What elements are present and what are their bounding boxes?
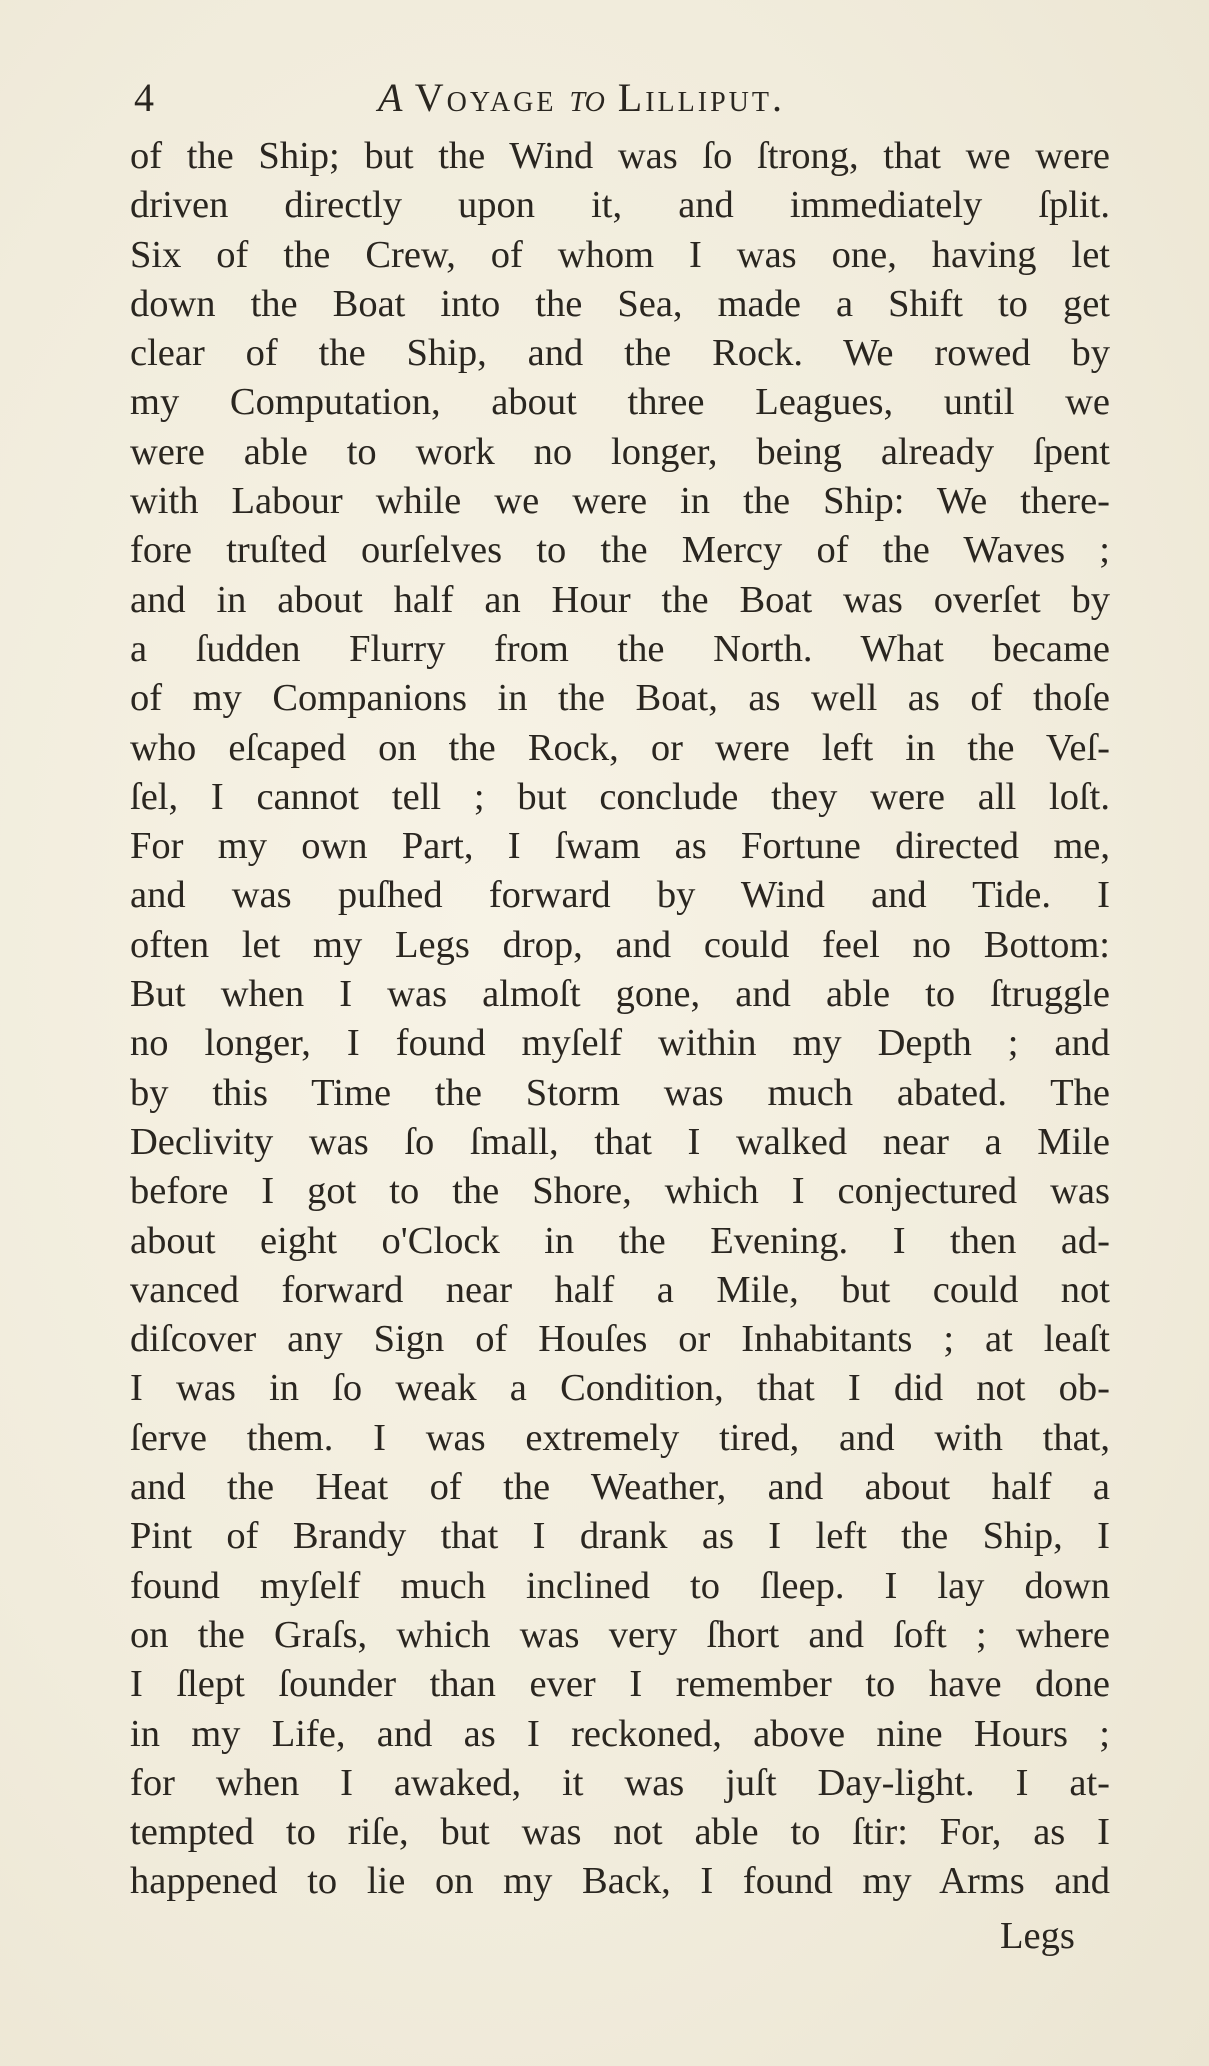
text-line: ſerve them. I was extremely tired, and with that, xyxy=(130,1416,1110,1459)
text-line: my Computation, about three Leagues, until we xyxy=(130,381,1110,424)
text-line: Pint of Brandy that I drank as I left the Ship, I xyxy=(130,1515,1110,1558)
text-line: clear of the Ship, and the Rock. We rowed by xyxy=(130,332,1110,375)
text-line: ſel, I cannot tell ; but conclude they were all loſt. xyxy=(130,775,1110,818)
running-title xyxy=(378,68,785,128)
text-line: tempted to riſe, but was not able to ſtir: For, as I xyxy=(130,1811,1110,1854)
text-line: with Labour while we were in the Ship: We there- xyxy=(130,480,1110,523)
text-line: on the Graſs, which was very ſhort and ſoft ; where xyxy=(130,1613,1110,1656)
text-line: found myſelf much inclined to ſleep. I lay down xyxy=(130,1564,1110,1607)
text-line: and in about half an Hour the Boat was overſet by xyxy=(130,578,1110,621)
text-line: I was in ſo weak a Condition, that I did not ob- xyxy=(130,1367,1110,1410)
text-line: For my own Part, I ſwam as Fortune directed me, xyxy=(130,825,1110,868)
running-title-article: A xyxy=(378,75,403,120)
body-text xyxy=(130,132,1120,1907)
text-line: driven directly upon it, and immediately ſplit. xyxy=(130,184,1110,227)
text-line: for when I awaked, it was juſt Day-light. I at- xyxy=(130,1761,1110,1804)
text-line: fore truſted ourſelves to the Mercy of the Waves ; xyxy=(130,529,1110,572)
text-line: happened to lie on my Back, I found my Arms and xyxy=(130,1860,1110,1903)
running-title-voyage: Voyage xyxy=(414,75,557,120)
running-title-lilliput: Lilliput. xyxy=(617,75,785,120)
text-line: diſcover any Sign of Houſes or Inhabitants ; at leaſt xyxy=(130,1318,1110,1361)
text-line: about eight o'Clock in the Evening. I then ad- xyxy=(130,1219,1110,1262)
text-line: and was puſhed forward by Wind and Tide. I xyxy=(130,874,1110,917)
text-line: no longer, I found myſelf within my Depth ; and xyxy=(130,1022,1110,1065)
text-line: a ſudden Flurry from the North. What became xyxy=(130,627,1110,670)
text-line: by this Time the Storm was much abated. The xyxy=(130,1071,1110,1114)
text-line: were able to work no longer, being already ſpent xyxy=(130,430,1110,473)
page-number: 4 xyxy=(134,75,155,120)
text-line: Six of the Crew, of whom I was one, having let xyxy=(130,233,1110,276)
text-line: of the Ship; but the Wind was ſo ſtrong, that we were xyxy=(130,135,1110,177)
text-line: But when I was almoſt gone, and able to ſtruggle xyxy=(130,973,1110,1016)
text-line: in my Life, and as I reckoned, above nine Hours ; xyxy=(130,1712,1110,1755)
text-line: often let my Legs drop, and could feel no Bottom: xyxy=(130,923,1110,966)
text-line: before I got to the Shore, which I conjectured was xyxy=(130,1170,1110,1213)
text-line: down the Boat into the Sea, made a Shift to get xyxy=(130,282,1110,325)
catchword: Legs xyxy=(1000,1915,1075,1957)
text-line: I ſlept ſounder than ever I remember to have done xyxy=(130,1663,1110,1706)
text-line: Declivity was ſo ſmall, that I walked near a Mile xyxy=(130,1120,1110,1163)
page-header xyxy=(134,68,1094,128)
text-line: who eſcaped on the Rock, or were left in the Veſ- xyxy=(130,726,1110,769)
text-line: and the Heat of the Weather, and about half a xyxy=(130,1466,1110,1509)
running-title-to: to xyxy=(569,75,605,120)
text-line: vanced forward near half a Mile, but could not xyxy=(130,1268,1110,1311)
text-line: of my Companions in the Boat, as well as of thoſe xyxy=(130,677,1110,720)
